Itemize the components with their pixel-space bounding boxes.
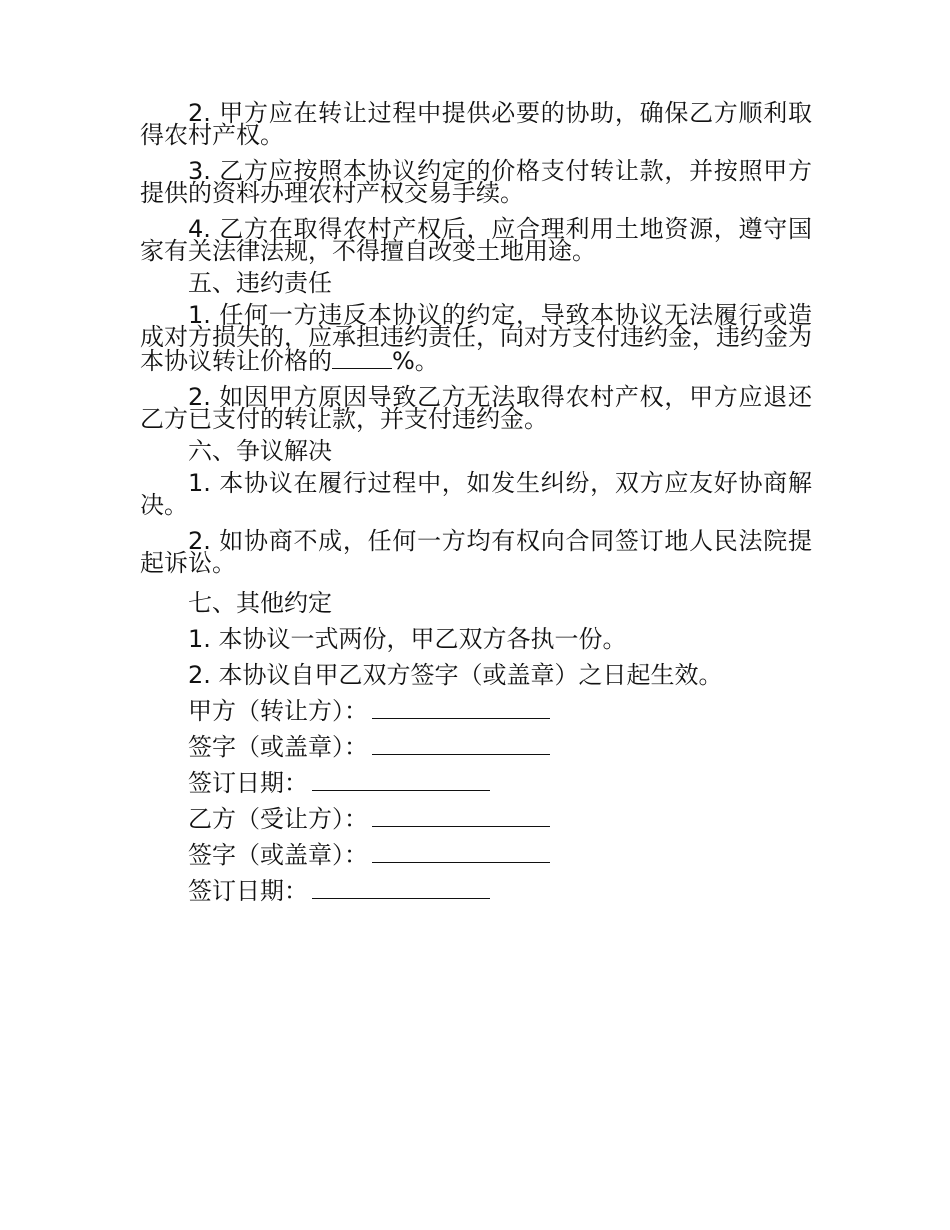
signature-label: 签订日期： — [188, 769, 308, 797]
clause-paragraph: 2. 如协商不成，任何一方均有权向合同签订地人民法院提起诉讼。 — [140, 527, 812, 577]
signature-label: 甲方（转让方）： — [188, 697, 368, 725]
signature-blank[interactable] — [372, 842, 550, 863]
date-blank[interactable] — [312, 878, 490, 899]
signature-line-party-a-date — [140, 768, 812, 798]
date-blank[interactable] — [312, 770, 490, 791]
signature-label: 签订日期： — [188, 877, 308, 905]
clause-line: 1. 本协议一式两份，甲乙双方各执一份。 — [188, 625, 627, 653]
clause-paragraph: 2. 如因甲方原因导致乙方无法取得农村产权，甲方应退还乙方已支付的转让款，并支付违约金。 — [140, 383, 812, 433]
penalty-percent-blank[interactable] — [332, 348, 392, 369]
clause-paragraph: 2. 甲方应在转让过程中提供必要的协助，确保乙方顺利取得农村产权。 — [140, 99, 812, 149]
signature-label: 签字（或盖章）： — [188, 733, 368, 761]
signature-label: 乙方（受让方）： — [188, 805, 368, 833]
clause-line: 2. 本协议自甲乙双方签字（或盖章）之日起生效。 — [188, 661, 723, 689]
penalty-text: 1. 任何一方违反本协议的约定，导致本协议无法履行或造成对方损失的，应承担违约责任，向对方支付违约金，违约金为本协议转让价格的 — [140, 301, 812, 375]
signature-line-party-b — [140, 804, 812, 834]
clause-paragraph: 3. 乙方应按照本协议约定的价格支付转让款，并按照甲方提供的资料办理农村产权交易手续。 — [140, 157, 812, 207]
section-heading: 七、其他约定 — [188, 589, 332, 617]
signature-blank[interactable] — [372, 698, 550, 719]
signature-line-party-a — [140, 696, 812, 726]
signature-label: 签字（或盖章）： — [188, 841, 368, 869]
signature-line-party-a-sign — [140, 732, 812, 762]
clause-paragraph-penalty — [140, 301, 812, 375]
clause-paragraph: 4. 乙方在取得农村产权后，应合理利用土地资源，遵守国家有关法律法规，不得擅自改变土地用途。 — [140, 215, 812, 265]
signature-line-party-b-date — [140, 876, 812, 906]
document-page — [140, 99, 812, 906]
penalty-suffix: %。 — [392, 347, 439, 375]
signature-line-party-b-sign — [140, 840, 812, 870]
section-heading: 六、争议解决 — [188, 437, 332, 465]
signature-blank[interactable] — [372, 806, 550, 827]
clause-paragraph: 1. 本协议在履行过程中，如发生纠纷，双方应友好协商解决。 — [140, 469, 812, 519]
section-heading: 五、违约责任 — [188, 269, 332, 297]
signature-blank[interactable] — [372, 734, 550, 755]
